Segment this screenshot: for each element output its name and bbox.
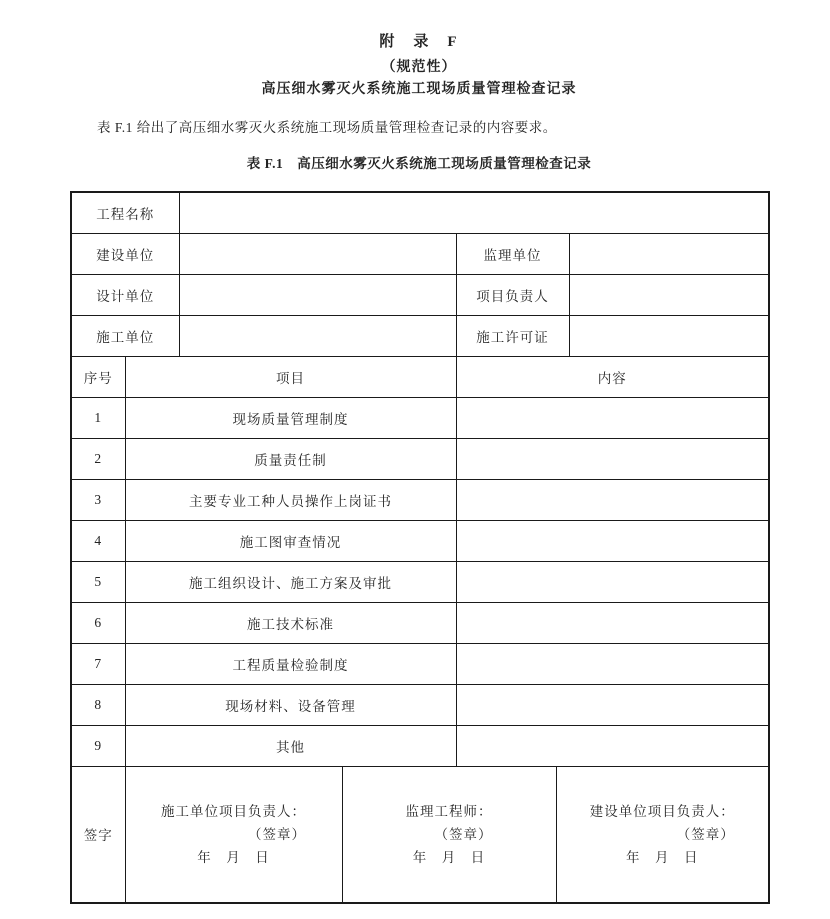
- item-name: 主要专业工种人员操作上岗证书: [125, 479, 456, 520]
- construction-permit-label: 施工许可证: [456, 315, 569, 356]
- signature-date: 年 月 日: [626, 849, 699, 865]
- design-unit-value: [179, 274, 456, 315]
- table-row: [71, 725, 769, 766]
- project-leader-value: [569, 274, 769, 315]
- item-name: 质量责任制: [125, 438, 456, 479]
- table-row: [71, 643, 769, 684]
- table-row: [71, 520, 769, 561]
- item-content: [456, 643, 769, 684]
- item-content: [456, 438, 769, 479]
- item-name: 现场质量管理制度: [125, 397, 456, 438]
- table-row: [71, 192, 769, 233]
- signature-cell-owner: [556, 766, 769, 903]
- item-name: 现场材料、设备管理: [125, 684, 456, 725]
- item-no: 4: [71, 520, 125, 561]
- appendix-subtitle: 高压细水雾灭火系统施工现场质量管理检查记录: [261, 82, 577, 97]
- item-content: [456, 684, 769, 725]
- header-item: 项目: [125, 356, 456, 397]
- quality-check-record-table: [70, 191, 770, 904]
- project-leader-label: 项目负责人: [456, 274, 569, 315]
- item-name: 施工技术标准: [125, 602, 456, 643]
- item-no: 5: [71, 561, 125, 602]
- table-caption: 表 F.1 高压细水雾灭火系统施工现场质量管理检查记录: [246, 156, 592, 171]
- signature-label: 签字: [71, 766, 125, 903]
- item-content: [456, 725, 769, 766]
- supervision-unit-value: [569, 233, 769, 274]
- table-row: [71, 561, 769, 602]
- item-no: 2: [71, 438, 125, 479]
- signature-role: 建设单位项目负责人：: [589, 803, 735, 819]
- item-no: 9: [71, 725, 125, 766]
- header-content: 内容: [456, 356, 769, 397]
- intro-paragraph: 表 F.1 给出了高压细水雾灭火系统施工现场质量管理检查记录的内容要求。: [97, 120, 557, 135]
- builder-unit-label: 施工单位: [71, 315, 179, 356]
- signature-role: 监理工程师：: [405, 803, 493, 819]
- item-name: 其他: [125, 725, 456, 766]
- header-index: 序号: [71, 356, 125, 397]
- appendix-title: 附 录 F: [379, 34, 459, 50]
- signature-date: 年 月 日: [412, 849, 486, 865]
- signature-cell-supervisor: [342, 766, 556, 903]
- signature-seal: （签章）: [434, 826, 493, 842]
- table-row: [71, 397, 769, 438]
- table-row: [71, 315, 769, 356]
- table-row: [71, 479, 769, 520]
- table-row: [71, 233, 769, 274]
- item-content: [456, 561, 769, 602]
- signature-block: [590, 800, 735, 869]
- item-name: 施工组织设计、施工方案及审批: [125, 561, 456, 602]
- signature-date: 年 月 日: [197, 849, 270, 865]
- builder-unit-value: [179, 315, 456, 356]
- table-row: [71, 438, 769, 479]
- item-content: [456, 520, 769, 561]
- signature-role: 施工单位项目负责人：: [161, 803, 306, 819]
- signature-block: [161, 800, 306, 869]
- item-no: 1: [71, 397, 125, 438]
- signature-row: [71, 766, 769, 903]
- table-row: [71, 684, 769, 725]
- supervision-unit-label: 监理单位: [456, 233, 569, 274]
- signature-cell-contractor: [125, 766, 342, 903]
- signature-seal: （签章）: [248, 826, 306, 842]
- item-name: 工程质量检验制度: [125, 643, 456, 684]
- table-header-row: [71, 356, 769, 397]
- construction-unit-label: 建设单位: [71, 233, 179, 274]
- project-name-value: [179, 192, 769, 233]
- item-content: [456, 602, 769, 643]
- item-no: 6: [71, 602, 125, 643]
- item-no: 8: [71, 684, 125, 725]
- item-name: 施工图审查情况: [125, 520, 456, 561]
- construction-permit-value: [569, 315, 769, 356]
- table-row: [71, 274, 769, 315]
- normative-note: （规范性）: [381, 60, 457, 75]
- design-unit-label: 设计单位: [71, 274, 179, 315]
- signature-seal: （签章）: [676, 826, 735, 842]
- item-content: [456, 479, 769, 520]
- item-no: 7: [71, 643, 125, 684]
- table-row: [71, 602, 769, 643]
- construction-unit-value: [179, 233, 456, 274]
- item-content: [456, 397, 769, 438]
- signature-block: [406, 800, 493, 869]
- item-no: 3: [71, 479, 125, 520]
- project-name-label: 工程名称: [71, 192, 179, 233]
